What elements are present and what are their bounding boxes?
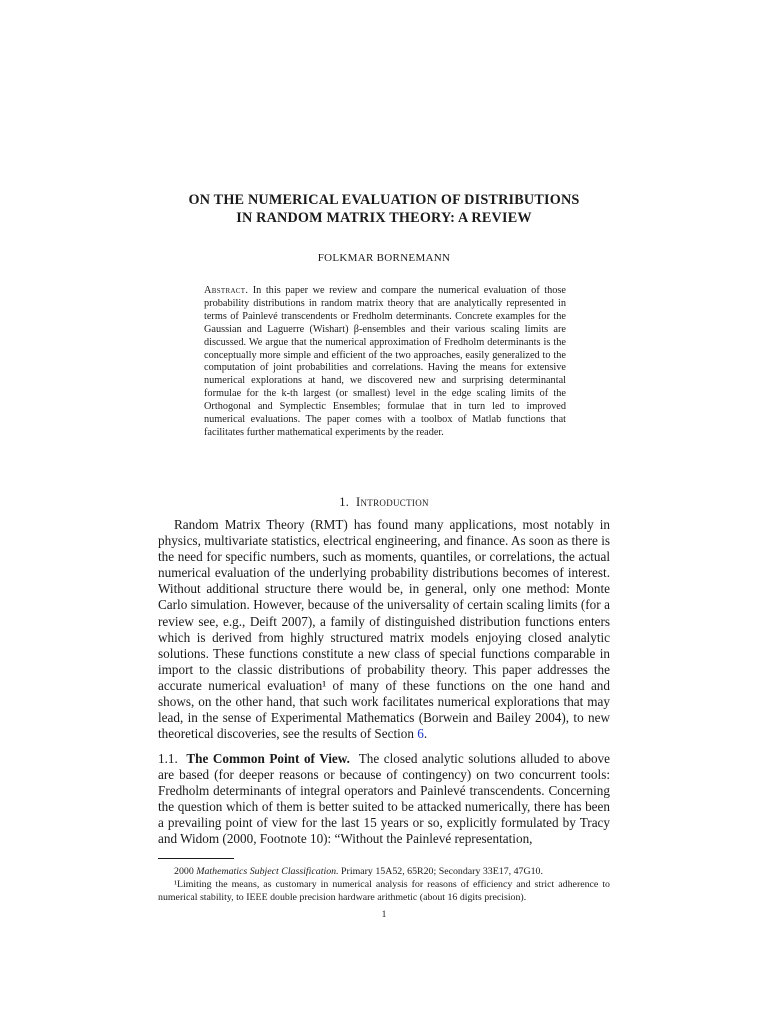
section-heading-introduction	[158, 495, 610, 510]
intro-text: Random Matrix Theory (RMT) has found many applications, most notably in physics, multivariate statistics, electrical engineering, and finance. As soon as there is the need for specific numbers, such as moments, quantiles, or correlations, the actual numerical evaluation of the underlying probability distributions becomes of interest. Without additional structure there would be, in general, only one method: Monte Carlo simulation. However, because of the universality of certain scaling limits (for a review see, e.g., Deift 2007), a family of distinguished distribution functions enters which is derived from highly structured matrix models enjoying closed analytic solutions. These functions constitute a new class of special functions comparable in import to the classic distributions of probability theory. This paper addresses the accurate numerical evaluation¹ of many of these functions on the one hand and shows, on the other hand, that such work facilitates numerical explorations that may lead, in the sense of Experimental Mathematics (Borwein and Bailey 2004), to new theoretical discoveries, see the results of Section	[158, 517, 610, 742]
subsection-text: The closed analytic solutions alluded to above are based (for deeper reasons or because of contingency) on two concurrent tools: Fredholm determinants of integral operators and Painlevé transcendents. Concerning the question which of them is better suited to be attacked numerically, there has been a prevailing point of view for the last 15 years or so, explicitly formulated by Tracy and Widom (2000, Footnote 10): “Without the Painlevé representation,	[158, 751, 611, 847]
page-number: 1	[381, 910, 387, 920]
abstract	[204, 285, 566, 440]
footnote-rule	[158, 858, 234, 859]
footnote-1: ¹Limiting the means, as customary in numerical analysis for reasons of efficiency and strict adherence to numerical stability, to IEEE double precision hardware arithmetic (about 16 digits precision).	[158, 879, 610, 903]
section-number: 1.	[339, 495, 350, 509]
title-line-2: IN RANDOM MATRIX THEORY: A REVIEW	[236, 210, 532, 226]
msc-text: Primary 15A52, 65R20; Secondary 33E17, 47G10.	[341, 866, 543, 877]
msc-footnote	[158, 865, 610, 878]
section-title: Introduction	[356, 495, 429, 509]
abstract-label: Abstract.	[204, 285, 249, 296]
author-name: FOLKMAR BORNEMANN	[317, 252, 451, 264]
subsection-paragraph	[158, 751, 610, 848]
subsection-heading: The Common Point of View.	[186, 751, 350, 766]
paper-title	[158, 191, 610, 227]
title-line-1: ON THE NUMERICAL EVALUATION OF DISTRIBUTIONS	[188, 192, 580, 208]
intro-text-end: .	[423, 726, 428, 742]
msc-year: 2000	[174, 866, 194, 877]
abstract-text: In this paper we review and compare the numerical evaluation of those probability distributions in random matrix theory that are analytically represented in terms of Painlevé transcendents or Fredholm determinants. Concrete examples for the Gaussian and Laguerre (Wishart) β-ensembles and their various scaling limits are discussed. We argue that the numerical approximation of Fredholm determinants is the conceptually more simple and efficient of the two approaches, easily generalized to the computation of joint probabilities and correlations. Having the means for extensive numerical explorations at hand, we discovered new and surprising determinantal formulae for the k-th largest (or smallest) level in the edge scaling limits of the Orthogonal and Symplectic Ensembles; formulae that in turn led to improved numerical evaluations. The paper comes with a toolbox of Matlab functions that facilitates further mathematical experiments by the reader.	[204, 285, 566, 438]
footnotes	[158, 865, 610, 904]
intro-paragraph	[158, 517, 610, 742]
section-6-link[interactable]: 6	[417, 726, 424, 742]
subsection-number: 1.1.	[158, 751, 178, 766]
msc-label: Mathematics Subject Classification.	[196, 866, 339, 877]
